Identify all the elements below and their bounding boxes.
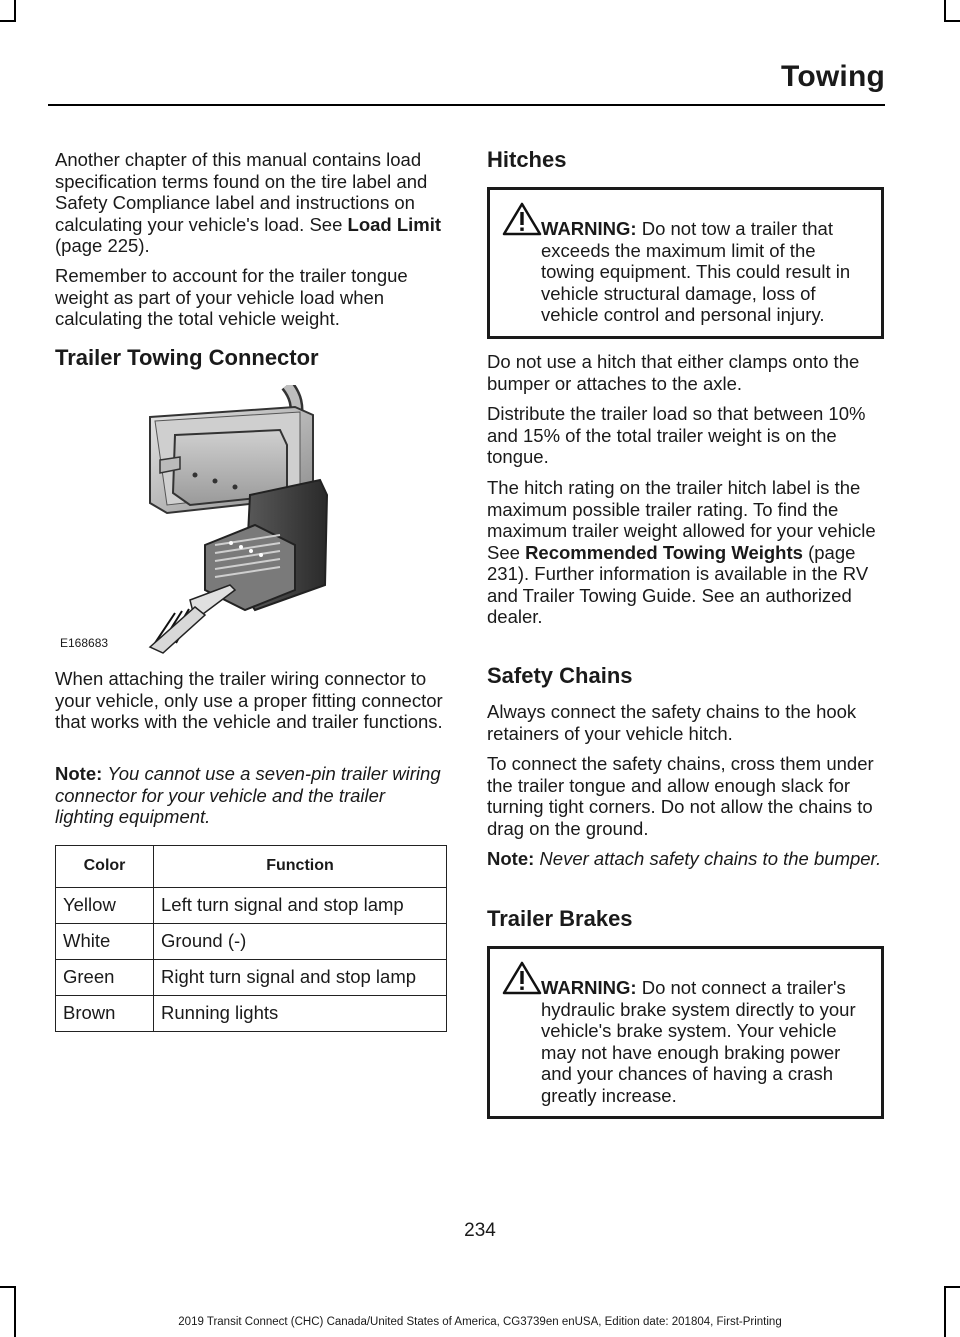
- trailer-connector-icon: [55, 385, 447, 655]
- cell-function: Left turn signal and stop lamp: [154, 888, 447, 924]
- heading-trailer-brakes: Trailer Brakes: [487, 906, 633, 931]
- connector-illustration: [55, 385, 447, 655]
- connector-function-table: [55, 845, 447, 1032]
- note-bumper: Note: Never attach safety chains to the bumper.: [487, 848, 882, 869]
- crop-mark: [944, 20, 960, 22]
- crop-mark: [14, 1286, 16, 1337]
- heading-trailer-towing-connector: Trailer Towing Connector: [55, 345, 319, 370]
- warning-box-towing-limit: [487, 187, 884, 339]
- table-row: [56, 960, 447, 996]
- figure-id: E168683: [60, 636, 109, 650]
- cell-function: Ground (-): [154, 924, 447, 960]
- paragraph-hitch-clamp: Do not use a hitch that either clamps onto the bumper or attaches to the axle.: [487, 351, 860, 394]
- warning-text: Do not tow a trailer that exceeds the maximum limit of the towing equipment. This could result in vehicle structural damage, loss of vehicle control and personal injury.: [541, 218, 851, 325]
- crop-mark: [944, 1286, 960, 1288]
- paragraph-connect-chains: Always connect the safety chains to the hook retainers of your vehicle hitch.: [487, 701, 857, 744]
- paragraph-hitch-rating: The hitch rating on the trailer hitch label is the maximum possible trailer rating. To find the maximum trailer weight allowed for your vehicle See Recommended Towing Weights (page 231). Further information is available in the RV and Trailer Towing Guide. See an authorized dealer.: [487, 477, 876, 627]
- crop-mark: [944, 1286, 946, 1337]
- warning-text: Do not connect a trailer's hydraulic brake system directly to your vehicle's brake system. Your vehicle may not have enough braking power and your chances of having a crash greatly increase.: [541, 977, 856, 1106]
- paragraph-cross-chains: To connect the safety chains, cross them under the trailer tongue and allow enough slack for turning tight corners. Do not allow the chains to drag on the ground.: [487, 753, 874, 839]
- crop-mark: [0, 20, 16, 22]
- table-row: [56, 924, 447, 960]
- warning-box-brake-system: [487, 946, 884, 1119]
- warning-triangle-icon: [502, 202, 542, 236]
- cell-function: Running lights: [154, 996, 447, 1032]
- column-header-color: Color: [56, 846, 154, 888]
- heading-hitches: Hitches: [487, 147, 567, 172]
- cell-color: Green: [56, 960, 154, 996]
- recommended-towing-weights-link[interactable]: Recommended Towing Weights: [525, 541, 803, 563]
- load-limit-link[interactable]: Load Limit: [347, 213, 442, 235]
- heading-safety-chains: Safety Chains: [487, 663, 633, 688]
- cell-function: Right turn signal and stop lamp: [154, 960, 447, 996]
- page-title: Towing: [781, 60, 885, 93]
- crop-mark: [0, 1286, 16, 1288]
- note-seven-pin: Note: You cannot use a seven-pin trailer wiring connector for your vehicle and the trailer lighting equipment.: [55, 763, 441, 827]
- header-divider: [48, 104, 885, 106]
- paragraph-tongue-weight: Remember to account for the trailer tongue weight as part of your vehicle load when calculating the total vehicle weight.: [55, 265, 408, 329]
- cell-color: Brown: [56, 996, 154, 1032]
- crop-mark: [944, 0, 946, 20]
- paragraph-load-spec: Another chapter of this manual contains load specification terms found on the tire label and Safety Compliance label and instructions on calculating your vehicle's load. See Load Limit (page 225).: [55, 149, 442, 256]
- crop-mark: [14, 0, 16, 20]
- table-header-row: [56, 846, 447, 888]
- paragraph-wiring-connector: When attaching the trailer wiring connector to your vehicle, only use a proper fitting connector that works with the vehicle and trailer functions.: [55, 668, 443, 732]
- cell-color: Yellow: [56, 888, 154, 924]
- page-number: 234: [464, 1220, 496, 1241]
- warning-triangle-icon: [502, 961, 542, 995]
- paragraph-load-distribution: Distribute the trailer load so that between 10% and 15% of the total trailer weight is on the tongue.: [487, 403, 866, 467]
- warning-label: WARNING:: [541, 218, 637, 239]
- footer-edition-info: 2019 Transit Connect (CHC) Canada/United States of America, CG3739en enUSA, Edition date: 201804, First-Printing: [178, 1316, 782, 1328]
- column-header-function: Function: [154, 846, 447, 888]
- cell-color: White: [56, 924, 154, 960]
- table-row: [56, 888, 447, 924]
- table-row: [56, 996, 447, 1032]
- warning-label: WARNING:: [541, 977, 637, 998]
